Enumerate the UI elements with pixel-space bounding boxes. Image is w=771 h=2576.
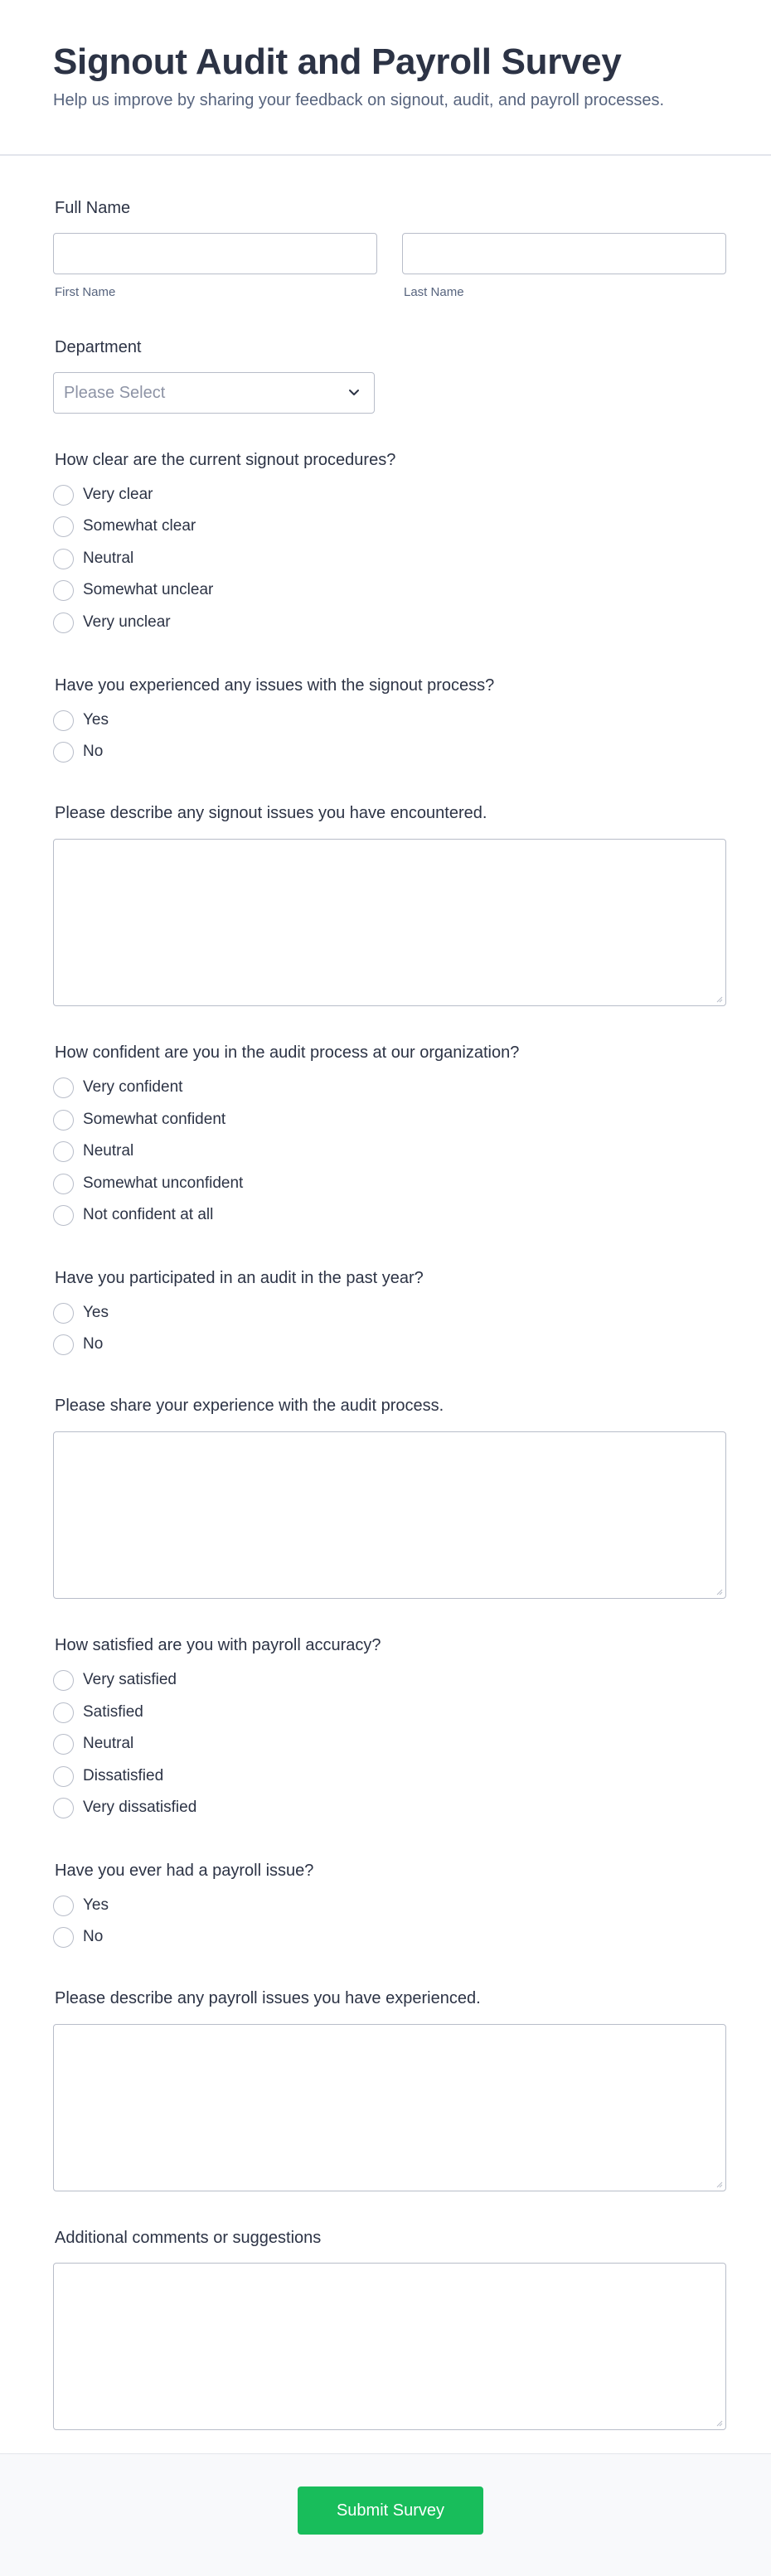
- form-footer: [0, 2453, 771, 2576]
- radio-label: Very satisfied: [83, 1671, 177, 1688]
- resize-grip-icon[interactable]: [715, 995, 723, 1003]
- last-name-input[interactable]: [402, 233, 726, 274]
- department-select[interactable]: [53, 372, 375, 414]
- radio-button[interactable]: [53, 485, 74, 506]
- radio-button[interactable]: [53, 710, 74, 731]
- form-header: [0, 0, 771, 156]
- radio-button[interactable]: [53, 613, 74, 633]
- radio-label: Very dissatisfied: [83, 1799, 197, 1816]
- payroll-describe-textarea[interactable]: [53, 2024, 726, 2191]
- radio-button[interactable]: [53, 1141, 74, 1162]
- radio-label: Very unclear: [83, 613, 171, 631]
- comments-textarea[interactable]: [53, 2263, 726, 2430]
- radio-label: Satisfied: [83, 1703, 143, 1721]
- audit-experience-question: Please share your experience with the audit process.: [55, 1397, 444, 1415]
- radio-button[interactable]: [53, 1798, 74, 1818]
- radio-button[interactable]: [53, 742, 74, 763]
- radio-label: Somewhat unconfident: [83, 1174, 244, 1192]
- resize-grip-icon[interactable]: [715, 2419, 723, 2427]
- chevron-down-icon: [346, 384, 362, 400]
- payroll-satisfaction-question: How satisfied are you with payroll accuracy?: [55, 1636, 381, 1654]
- signout-describe-textarea[interactable]: [53, 839, 726, 1006]
- full-name-label: Full Name: [55, 199, 131, 217]
- signout-describe-question: Please describe any signout issues you have encountered.: [55, 804, 487, 822]
- audit-experience-textarea[interactable]: [53, 1431, 726, 1599]
- first-name-sublabel: First Name: [55, 285, 116, 299]
- department-placeholder: Please Select: [64, 384, 166, 402]
- radio-button[interactable]: [53, 1734, 74, 1755]
- radio-label: Not confident at all: [83, 1206, 214, 1223]
- comments-question: Additional comments or suggestions: [55, 2229, 322, 2247]
- resize-grip-icon[interactable]: [715, 2180, 723, 2188]
- radio-label: Somewhat clear: [83, 517, 196, 535]
- radio-button[interactable]: [53, 1927, 74, 1948]
- radio-button[interactable]: [53, 1702, 74, 1723]
- submit-button[interactable]: Submit Survey: [298, 2486, 483, 2535]
- radio-button[interactable]: [53, 1110, 74, 1131]
- radio-label: Neutral: [83, 1735, 134, 1752]
- radio-label: Yes: [83, 1304, 109, 1321]
- department-label: Department: [55, 338, 142, 356]
- last-name-sublabel: Last Name: [404, 285, 464, 299]
- radio-button[interactable]: [53, 549, 74, 569]
- audit-participated-question: Have you participated in an audit in the past year?: [55, 1269, 424, 1287]
- radio-label: Very confident: [83, 1078, 183, 1096]
- radio-button[interactable]: [53, 1077, 74, 1098]
- first-name-input[interactable]: [53, 233, 377, 274]
- radio-label: No: [83, 1335, 104, 1353]
- radio-label: No: [83, 1928, 104, 1945]
- radio-label: Neutral: [83, 1142, 134, 1160]
- signout-issues-question: Have you experienced any issues with the signout process?: [55, 676, 495, 695]
- signout-clarity-question: How clear are the current signout procedures?: [55, 451, 396, 469]
- payroll-issue-question: Have you ever had a payroll issue?: [55, 1862, 314, 1880]
- radio-button[interactable]: [53, 1766, 74, 1787]
- radio-button[interactable]: [53, 516, 74, 537]
- radio-button[interactable]: [53, 1174, 74, 1194]
- radio-label: Somewhat unclear: [83, 581, 214, 598]
- radio-button[interactable]: [53, 580, 74, 601]
- radio-button[interactable]: [53, 1334, 74, 1355]
- radio-button[interactable]: [53, 1670, 74, 1691]
- radio-label: Somewhat confident: [83, 1111, 226, 1128]
- form-title: Signout Audit and Payroll Survey: [53, 41, 622, 82]
- radio-button[interactable]: [53, 1896, 74, 1916]
- radio-label: Yes: [83, 1896, 109, 1914]
- resize-grip-icon[interactable]: [715, 1587, 723, 1595]
- radio-label: No: [83, 743, 104, 760]
- form-subtitle: Help us improve by sharing your feedback on signout, audit, and payroll processes.: [53, 91, 665, 109]
- radio-label: Yes: [83, 711, 109, 729]
- payroll-describe-question: Please describe any payroll issues you have experienced.: [55, 1989, 481, 2007]
- audit-confidence-question: How confident are you in the audit process at our organization?: [55, 1043, 520, 1062]
- radio-button[interactable]: [53, 1205, 74, 1226]
- radio-label: Neutral: [83, 550, 134, 567]
- radio-button[interactable]: [53, 1303, 74, 1324]
- radio-label: Dissatisfied: [83, 1767, 164, 1784]
- radio-label: Very clear: [83, 486, 153, 503]
